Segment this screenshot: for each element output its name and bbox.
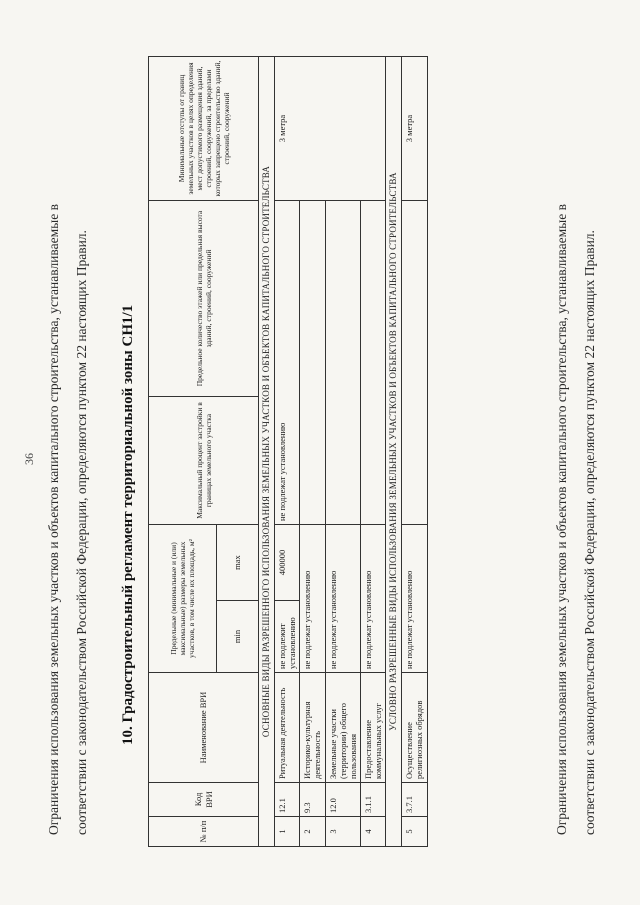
row-code: 3.1.1: [361, 783, 386, 817]
row-empty-cell: [300, 201, 325, 525]
section-main-row: [259, 57, 275, 847]
row-code: 9.3: [300, 783, 325, 817]
header-name: Наименование ВРИ: [149, 673, 259, 783]
header-setbacks: Минимальные отступы от границ земельных участков в целях определения мест допустимого размещения зданий, строений, сооружений, за пределами которых запрещено строительство зданий, строений, сооружений: [149, 57, 259, 201]
row-build-floors: не подлежат установлению: [274, 201, 299, 525]
section-conditional-title: УСЛОВНО РАЗРЕШЕННЫЕ ВИДЫ ИСПОЛЬЗОВАНИЯ ЗЕМЕЛЬНЫХ УЧАСТКОВ И ОБЪЕКТОВ КАПИТАЛЬНОГО СТРОИТЕЛЬСТВА: [386, 57, 402, 847]
closing-line-1: Ограничения использования земельных участков и объектов капитального строительства, устанавливаемые в: [554, 204, 569, 835]
row-name: Земельные участки (территории) общего пользования: [325, 673, 361, 783]
row-empty-cell: [325, 201, 361, 525]
table-row: [402, 57, 427, 847]
header-build-percent: Максимальный процент застройки в границах земельного участка: [149, 397, 259, 525]
page-title: 10. Градостроительный регламент территориальной зоны СН1/1: [120, 304, 136, 745]
row-plot: не подлежат установлению: [361, 525, 386, 673]
closing-line-2: соответствии с законодательством Российской Федерации, определяются пунктом 22 настоящих Правил.: [582, 230, 597, 835]
header-code: Код ВРИ: [149, 783, 259, 817]
section-conditional-row: [386, 57, 402, 847]
header-num: № п/п: [149, 817, 259, 847]
row-num: 4: [361, 817, 386, 847]
header-plot-size: Предельные (минимальные и (или) максимальные) размеры земельных участков, в том числе их площадь, м²: [149, 525, 217, 673]
regulation-table: [148, 56, 428, 847]
row-name: Историко-культурная деятельность: [300, 673, 325, 783]
row-code: 12.0: [325, 783, 361, 817]
row-num: 3: [325, 817, 361, 847]
table-row: [274, 57, 299, 847]
closing-paragraph: [548, 65, 604, 835]
row-num: 2: [300, 817, 325, 847]
row-num: 1: [274, 817, 299, 847]
header-min: min: [217, 601, 259, 673]
row-code: 12.1: [274, 783, 299, 817]
row-setbacks: 3 метра: [402, 57, 427, 201]
row-setbacks: 3 метра: [274, 57, 386, 201]
row-empty-cell: [402, 201, 427, 525]
row-num: 5: [402, 817, 427, 847]
section-main-title: ОСНОВНЫЕ ВИДЫ РАЗРЕШЕННОГО ИСПОЛЬЗОВАНИЯ ЗЕМЕЛЬНЫХ УЧАСТКОВ И ОБЪЕКТОВ КАПИТАЛЬНОГО СТРОИТЕЛЬСТВА: [259, 57, 275, 847]
row-plot: не подлежат установлению: [300, 525, 325, 673]
header-floors: Предельное количество этажей или предельная высота зданий, строений, сооружений: [149, 201, 259, 397]
row-name: Ритуальная деятельность: [274, 673, 299, 783]
row-min: не подлежит установлению: [274, 601, 299, 673]
header-max: max: [217, 525, 259, 601]
intro-paragraph: [40, 65, 96, 835]
page-number: 36: [22, 453, 36, 465]
intro-line-1: Ограничения использования земельных участков и объектов капитального строительства, устанавливаемые в: [46, 204, 61, 835]
row-code: 3.7.1: [402, 783, 427, 817]
row-name: Осуществление религиозных обрядов: [402, 673, 427, 783]
intro-line-2: соответствии с законодательством Российской Федерации, определяются пунктом 22 настоящих Правил.: [74, 230, 89, 835]
row-max: 400000: [274, 525, 299, 601]
row-empty-cell: [361, 201, 386, 525]
row-name: Предоставление коммунальных услуг: [361, 673, 386, 783]
row-plot: не подлежат установлению: [402, 525, 427, 673]
row-plot: не подлежат установлению: [325, 525, 361, 673]
